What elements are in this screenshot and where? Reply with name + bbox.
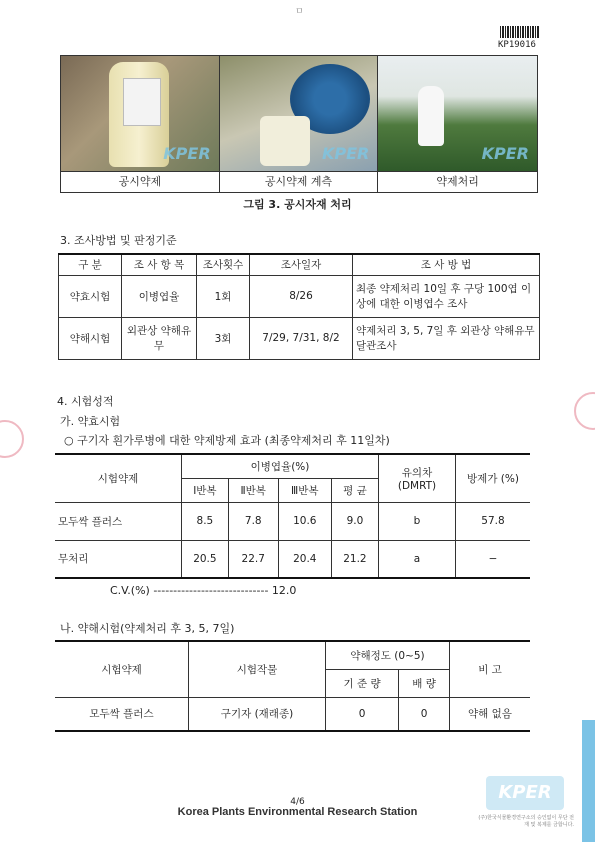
table-cell: 무처리 <box>55 540 182 578</box>
table-cell: 57.8 <box>456 502 531 540</box>
header-cell: 방제가 (%) <box>456 454 531 502</box>
photo-table <box>60 55 538 193</box>
table-cell: − <box>456 540 531 578</box>
kper-watermark: KPER <box>163 144 211 163</box>
phytotoxicity-table <box>55 640 530 732</box>
footer-organization: Korea Plants Environmental Research Station <box>177 806 418 818</box>
barcode <box>500 26 540 38</box>
subsection-a-title: 가. 약효시험 <box>60 415 121 428</box>
table-cell: a <box>379 540 456 578</box>
efficacy-table <box>55 453 530 579</box>
table-cell: 외관상 약해유무 <box>122 317 197 359</box>
header-cell: 비 고 <box>450 641 531 697</box>
header-cell: 시험약제 <box>55 641 189 697</box>
section3-title: 3. 조사방법 및 판정기준 <box>60 234 177 247</box>
table-cell: 모두싹 플러스 <box>55 502 182 540</box>
table-cell: 최종 약제처리 10일 후 구당 100엽 이상에 대한 이병엽수 조사 <box>353 275 540 317</box>
table-cell: 1회 <box>197 275 250 317</box>
kper-watermark: KPER <box>481 144 529 163</box>
figure-title: 그림 3. 공시자재 처리 <box>243 198 352 211</box>
copyright-note: (주)한국식물환경연구소의 승인없이 무단 전재 및 복제를 금합니다. <box>478 815 574 828</box>
photo-caption: 약제처리 <box>378 172 538 193</box>
header-cell: 조사일자 <box>250 254 353 275</box>
header-cell: 배 량 <box>399 669 450 697</box>
table-cell: 20.5 <box>182 540 229 578</box>
table-cell: 22.7 <box>228 540 278 578</box>
subsection-a-desc: ○ 구기자 흰가루병에 대한 약제방제 효과 (최종약제처리 후 11일차) <box>64 434 390 447</box>
photo-spraying <box>378 56 537 171</box>
kper-watermark: KPER <box>321 144 370 163</box>
header-cell: Ⅱ반복 <box>228 478 278 502</box>
header-cell: 시험약제 <box>55 454 182 502</box>
header-cell: 조 사 방 법 <box>353 254 540 275</box>
header-cell: 구 분 <box>59 254 122 275</box>
seal-stamp-left <box>0 420 24 458</box>
table-cell: 0 <box>399 697 450 731</box>
photo-pesticide <box>61 56 219 171</box>
seal-stamp-right <box>574 392 595 430</box>
cv-line: C.V.(%) ----------------------------- 12.0 <box>110 584 297 597</box>
table-cell: 0 <box>326 697 399 731</box>
top-mark: ㅁ <box>295 7 304 17</box>
table-cell: 8/26 <box>250 275 353 317</box>
header-cell: 조사횟수 <box>197 254 250 275</box>
table-cell: b <box>379 502 456 540</box>
table-cell: 9.0 <box>331 502 378 540</box>
header-cell: 약해정도 (0~5) <box>326 641 450 669</box>
table-cell: 10.6 <box>278 502 331 540</box>
table-cell: 구기자 (재래종) <box>189 697 326 731</box>
header-cell: 평 균 <box>331 478 378 502</box>
table-cell: 20.4 <box>278 540 331 578</box>
section4-title: 4. 시험성적 <box>57 395 114 408</box>
header-cell: 이병엽율(%) <box>182 454 379 478</box>
bottle-label-image <box>123 78 161 126</box>
person-image <box>418 86 444 146</box>
table-cell: 7.8 <box>228 502 278 540</box>
cup-image <box>260 116 310 166</box>
photo-measure <box>220 56 378 171</box>
table-cell: 약효시험 <box>59 275 122 317</box>
kper-logo: KPER <box>486 776 564 810</box>
table-cell: 8.5 <box>182 502 229 540</box>
header-cell: Ⅲ반복 <box>278 478 331 502</box>
photo-caption: 공시약제 <box>61 172 220 193</box>
table-cell: 3회 <box>197 317 250 359</box>
page-number: 4/6 <box>290 797 305 807</box>
table-cell: 21.2 <box>331 540 378 578</box>
table-cell: 약해시험 <box>59 317 122 359</box>
header-cell: 시험작물 <box>189 641 326 697</box>
decorative-sidebar <box>582 720 595 842</box>
header-cell: 기 준 량 <box>326 669 399 697</box>
table-cell: 7/29, 7/31, 8/2 <box>250 317 353 359</box>
header-cell: Ⅰ반복 <box>182 478 229 502</box>
table-cell: 이병엽율 <box>122 275 197 317</box>
table-cell: 약제처리 3, 5, 7일 후 외관상 약해유무 달관조사 <box>353 317 540 359</box>
subsection-b-title: 나. 약해시험(약제처리 후 3, 5, 7일) <box>60 622 235 635</box>
doc-code: KP19016 <box>498 40 536 50</box>
method-table <box>58 253 540 360</box>
header-cell: 조 사 항 목 <box>122 254 197 275</box>
table-cell: 모두싹 플러스 <box>55 697 189 731</box>
photo-caption: 공시약제 계측 <box>219 172 378 193</box>
table-cell: 약해 없음 <box>450 697 531 731</box>
header-cell: 유의차 (DMRT) <box>379 454 456 502</box>
